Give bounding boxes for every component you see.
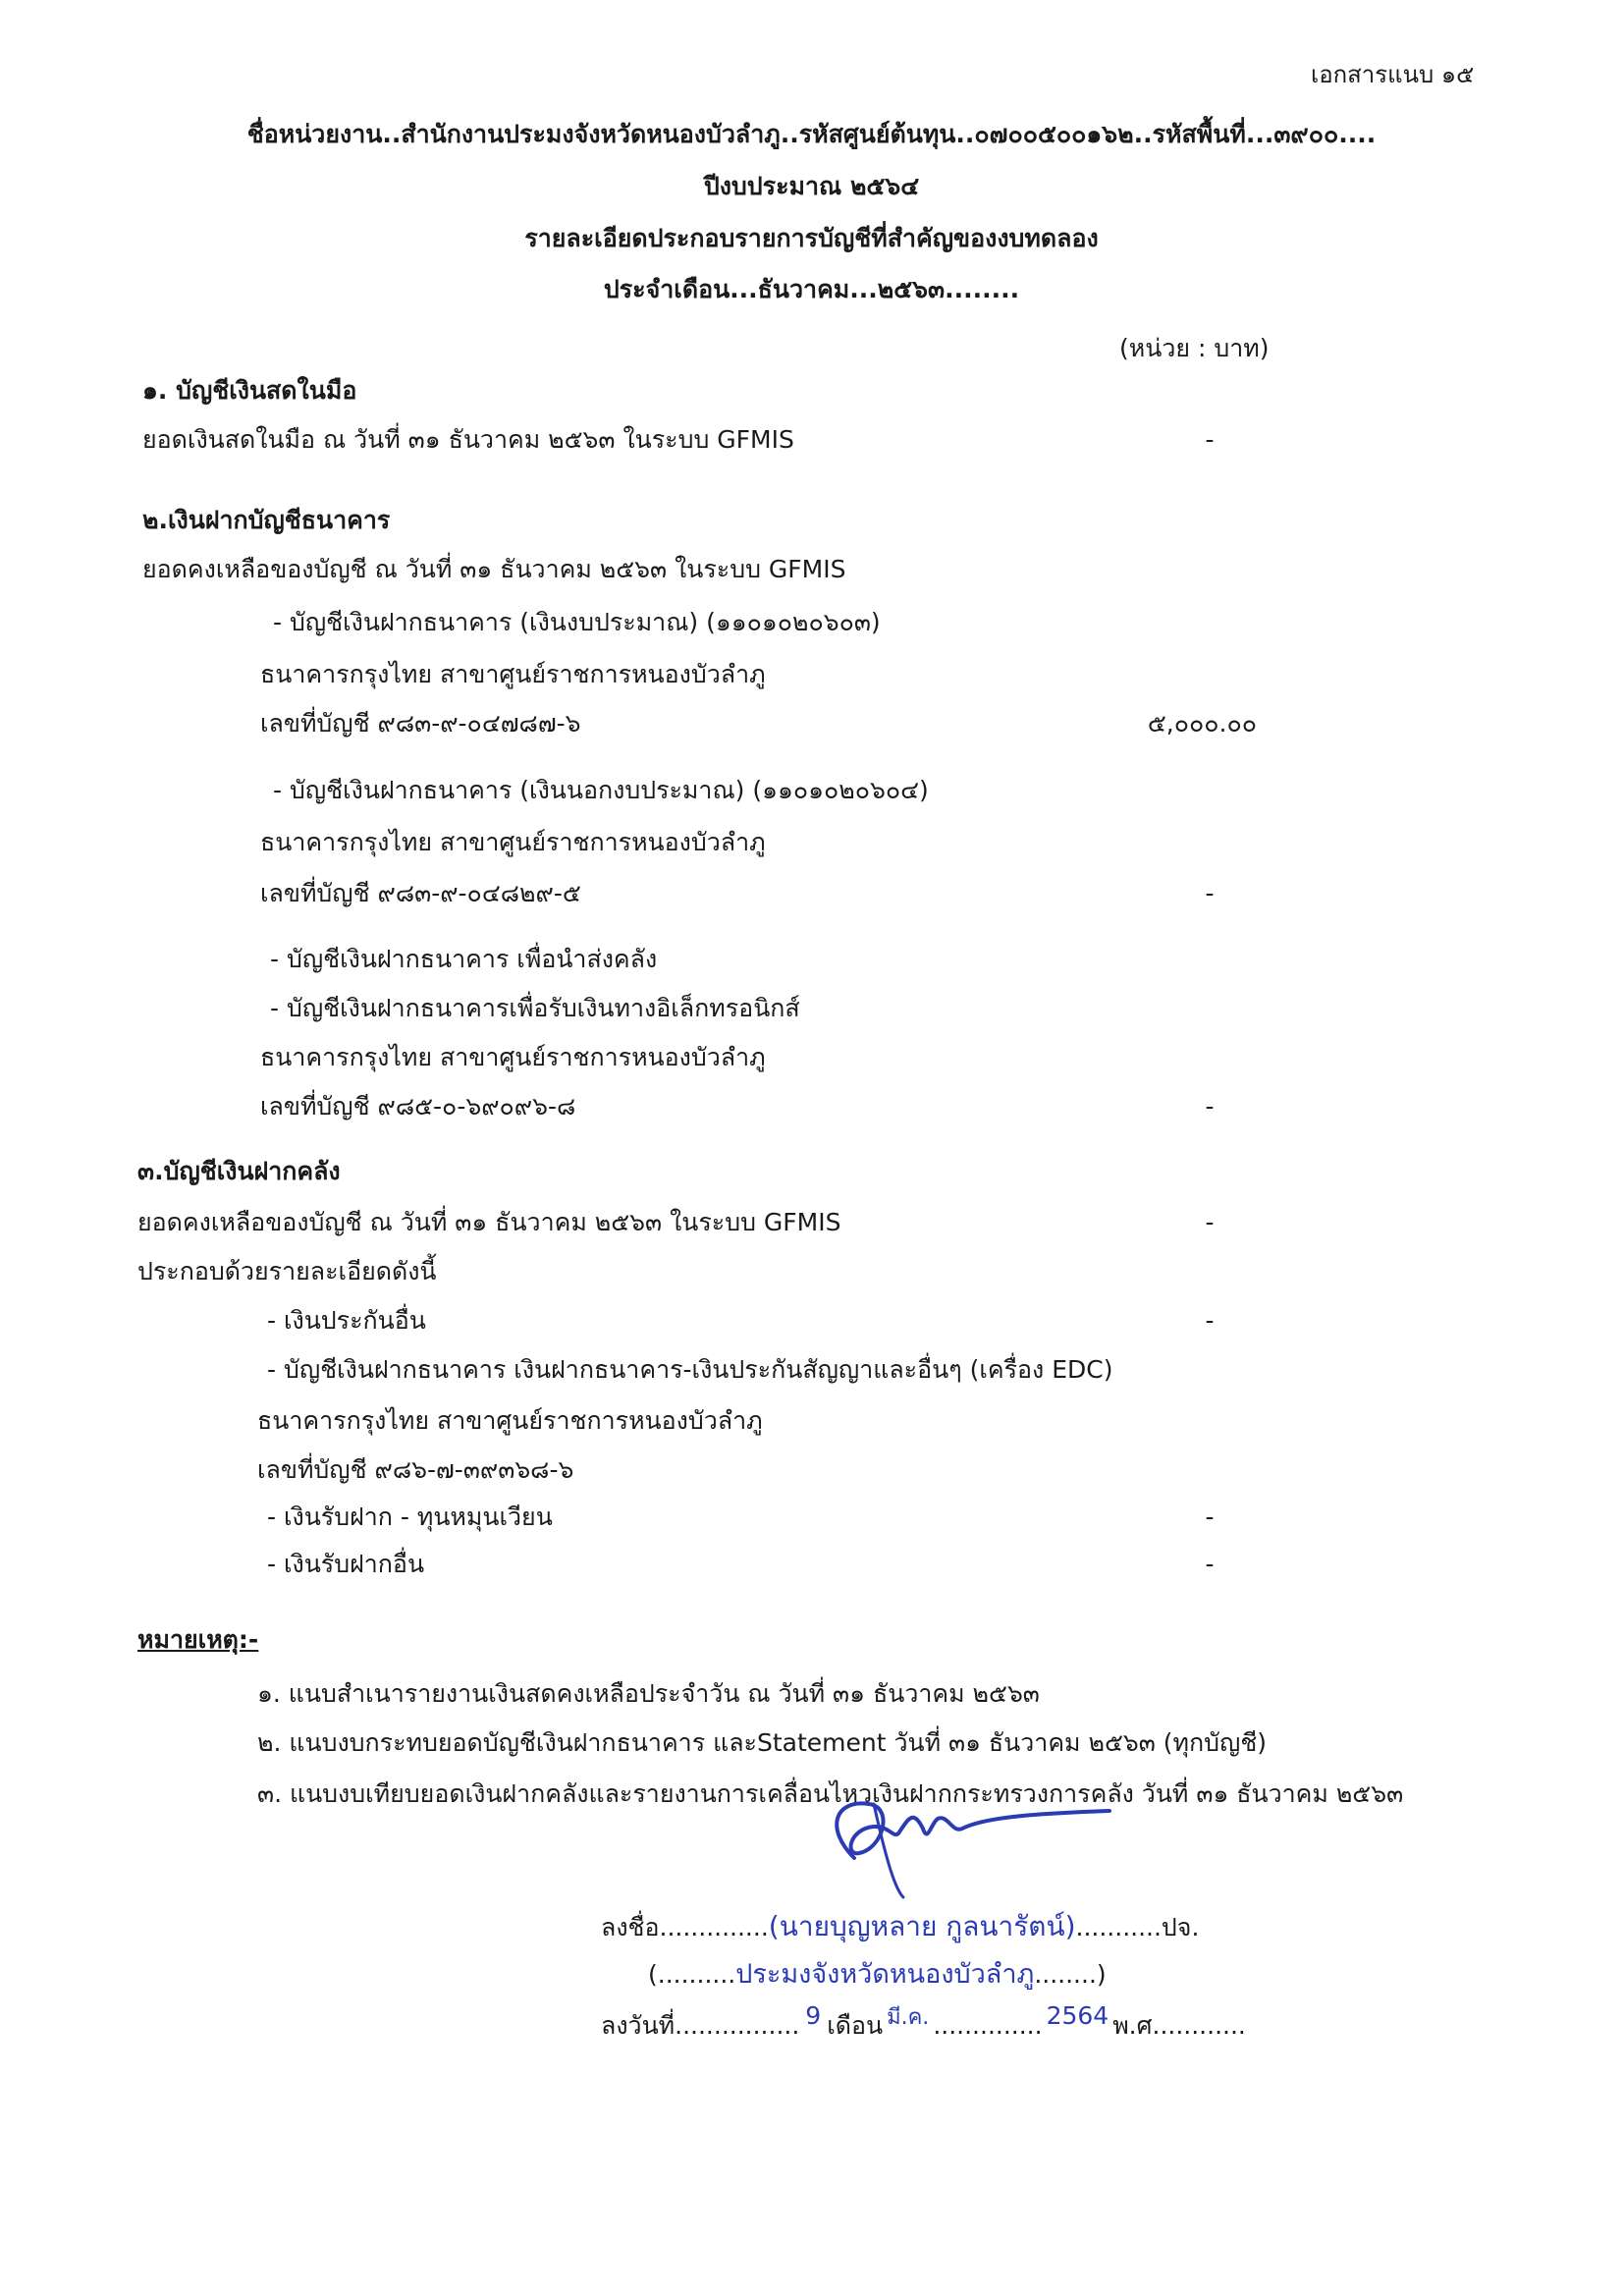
position-dots-left: .......... bbox=[657, 1960, 736, 1989]
sign-suffix: .ปจ. bbox=[1153, 1913, 1200, 1941]
acct3-name1: - บัญชีเงินฝากธนาคาร เพื่อนำส่งคลัง bbox=[270, 945, 658, 973]
date-year-label: พ.ศ bbox=[1112, 2011, 1153, 2040]
acct3-amount: - bbox=[1205, 1092, 1215, 1121]
date-month-label: เดือน bbox=[827, 2011, 884, 2040]
note-item-3: ๓. แนบงบเทียบยอดเงินฝากคลังและรายงานการเคลื่อนไหวเงินฝากกระทรวงการคลัง วันที่ ๓๑ ธันวาคม ๒๕๖๓ bbox=[257, 1779, 1404, 1808]
date-prefix: ลงวันที่ bbox=[601, 2011, 676, 2040]
section3-line-amount: - bbox=[1205, 1208, 1215, 1236]
report-title: รายละเอียดประกอบรายการบัญชีที่สำคัญของงบทดลอง bbox=[524, 224, 1099, 252]
note-item-1: ๑. แนบสำเนารายงานเงินสดคงเหลือประจำวัน ณ วันที่ ๓๑ ธันวาคม ๒๕๖๓ bbox=[257, 1679, 1040, 1708]
acct3-bank: ธนาคารกรุงไทย สาขาศูนย์ราชการหนองบัวลำภู bbox=[260, 1043, 766, 1071]
acct2-bank: ธนาคารกรุงไทย สาขาศูนย์ราชการหนองบัวลำภู bbox=[260, 828, 766, 856]
section3-title: ๓.บัญชีเงินฝากคลัง bbox=[137, 1157, 341, 1185]
section3-item2-bank: ธนาคารกรุงไทย สาขาศูนย์ราชการหนองบัวลำภู bbox=[257, 1406, 763, 1435]
section3-item3: - เงินรับฝาก - ทุนหมุนเวียน bbox=[267, 1503, 553, 1531]
section2-title: ๒.เงินฝากบัญชีธนาคาร bbox=[142, 506, 391, 534]
note-item-2: ๒. แนบงบกระทบยอดบัญชีเงินฝากธนาคาร และStatement วันที่ ๓๑ ธันวาคม ๒๕๖๓ (ทุกบัญชี) bbox=[257, 1728, 1268, 1757]
section3-line: ยอดคงเหลือของบัญชี ณ วันที่ ๓๑ ธันวาคม ๒๕๖๓ ในระบบ GFMIS bbox=[137, 1208, 841, 1236]
acct1-amount: ๕,๐๐๐.๐๐ bbox=[1147, 709, 1257, 738]
unit-label: (หน่วย : บาท) bbox=[1119, 334, 1270, 362]
section1-line: ยอดเงินสดในมือ ณ วันที่ ๓๑ ธันวาคม ๒๕๖๓ ในระบบ GFMIS bbox=[142, 425, 794, 454]
date-dots-3: ............ bbox=[1152, 2011, 1246, 2040]
section3-item3-amount: - bbox=[1205, 1503, 1215, 1531]
handwritten-signature bbox=[815, 1789, 1129, 1907]
month-line: ประจำเดือน...ธันวาคม...๒๕๖๓........ bbox=[603, 275, 1020, 303]
date-line bbox=[601, 2001, 1246, 2041]
sign-dots-right: .......... bbox=[1075, 1913, 1154, 1941]
acct2-name: - บัญชีเงินฝากธนาคาร (เงินนอกงบประมาณ) (๑๑๐๑๐๒๐๖๐๔) bbox=[273, 776, 929, 804]
acct2-number: เลขที่บัญชี ๙๘๓-๙-๐๔๘๒๙-๕ bbox=[260, 879, 581, 907]
sign-line bbox=[601, 1910, 1199, 1943]
signer-position: ประมงจังหวัดหนองบัวลำภู bbox=[735, 1959, 1035, 1990]
acct2-amount: - bbox=[1205, 879, 1215, 907]
date-year-handwritten: 2564 bbox=[1046, 2001, 1109, 2030]
section2-line: ยอดคงเหลือของบัญชี ณ วันที่ ๓๑ ธันวาคม ๒๕๖๓ ในระบบ GFMIS bbox=[142, 555, 846, 583]
fiscal-year: ปีงบประมาณ ๒๕๖๔ bbox=[703, 172, 920, 200]
acct1-name: - บัญชีเงินฝากธนาคาร (เงินงบประมาณ) (๑๑๐๑๐๒๐๖๐๓) bbox=[273, 608, 881, 636]
section3-detail-intro: ประกอบด้วยรายละเอียดดังนี้ bbox=[137, 1257, 437, 1285]
date-month-handwritten: มี.ค. bbox=[887, 2005, 930, 2030]
section1-amount: - bbox=[1205, 425, 1215, 454]
paren-open: ( bbox=[648, 1960, 658, 1989]
unit-line: ชื่อหน่วยงาน..สำนักงานประมงจังหวัดหนองบัวลำภู..รหัสศูนย์ต้นทุน..๐๗๐๐๕๐๐๑๖๒..รหัสพื้นที่...๓๙๐๐.... bbox=[246, 120, 1377, 148]
acct3-name2: - บัญชีเงินฝากธนาคารเพื่อรับเงินทางอิเล็กทรอนิกส์ bbox=[270, 994, 800, 1022]
paren-close: ) bbox=[1096, 1960, 1107, 1989]
signer-name: (นายบุญหลาย กูลนารัตน์) bbox=[768, 1910, 1076, 1942]
section3-item1-amount: - bbox=[1205, 1306, 1215, 1335]
date-dots-2: .............. bbox=[933, 2011, 1043, 2040]
section3-item1: - เงินประกันอื่น bbox=[267, 1306, 426, 1335]
attachment-label: เอกสารแนบ ๑๕ bbox=[1311, 61, 1475, 88]
section1-title: ๑. บัญชีเงินสดในมือ bbox=[142, 376, 357, 405]
section3-item4: - เงินรับฝากอื่น bbox=[267, 1550, 425, 1578]
acct1-number: เลขที่บัญชี ๙๘๓-๙-๐๔๗๘๗-๖ bbox=[260, 709, 581, 738]
date-dots-1: ................ bbox=[675, 2011, 800, 2040]
sign-dots-left: .............. bbox=[659, 1913, 769, 1941]
position-line bbox=[648, 1959, 1107, 1991]
acct3-number: เลขที่บัญชี ๙๘๕-๐-๖๙๐๙๖-๘ bbox=[260, 1092, 576, 1121]
sign-prefix: ลงชื่อ bbox=[601, 1913, 660, 1941]
date-day: 9 bbox=[805, 2001, 822, 2030]
section3-item2: - บัญชีเงินฝากธนาคาร เงินฝากธนาคาร-เงินประกันสัญญาและอื่นๆ (เครื่อง EDC) bbox=[267, 1355, 1113, 1384]
section3-item2-number: เลขที่บัญชี ๙๘๖-๗-๓๙๓๖๘-๖ bbox=[257, 1455, 574, 1484]
position-dots-right: ........ bbox=[1034, 1960, 1097, 1989]
acct1-bank: ธนาคารกรุงไทย สาขาศูนย์ราชการหนองบัวลำภู bbox=[260, 660, 766, 688]
notes-title: หมายเหตุ:- bbox=[137, 1625, 259, 1654]
section3-item4-amount: - bbox=[1205, 1550, 1215, 1578]
